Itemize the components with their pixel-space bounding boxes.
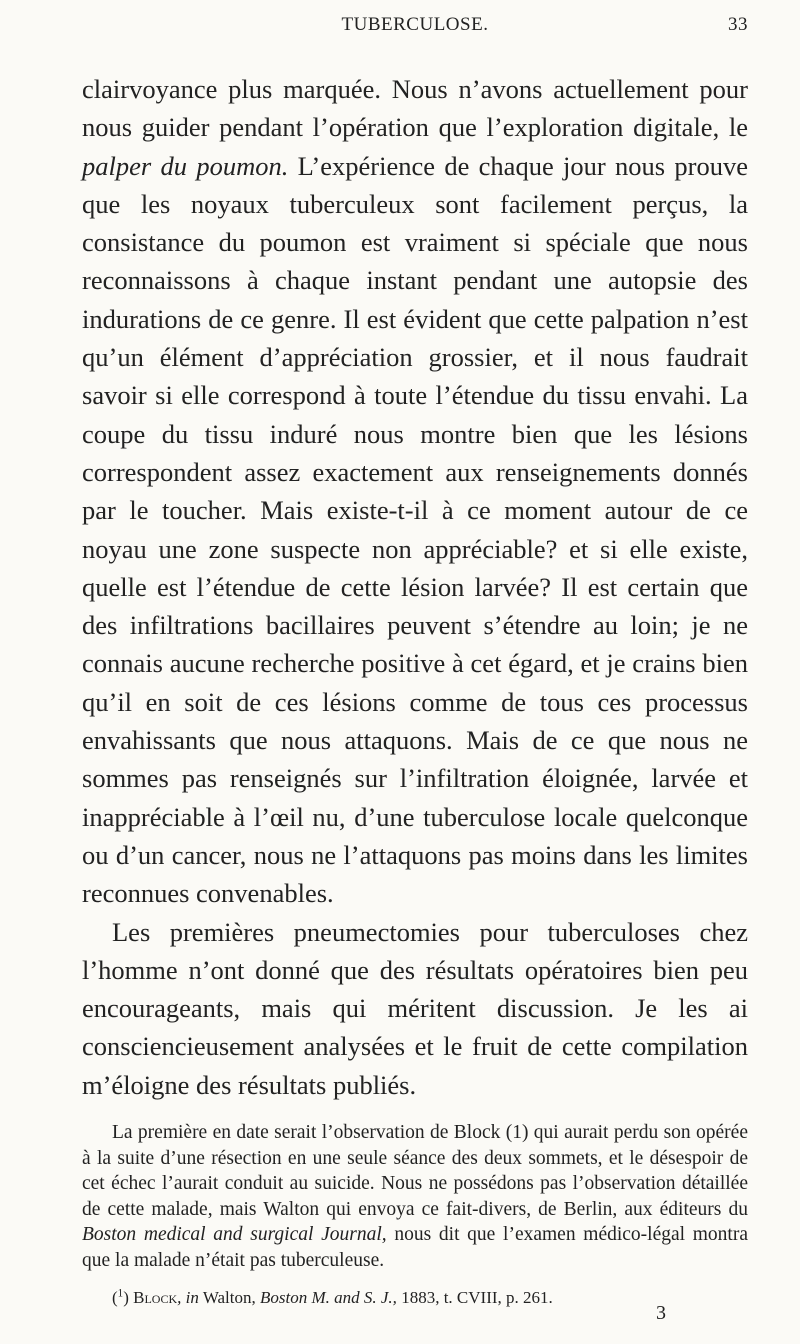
signature-mark: 3 [656, 1302, 666, 1324]
paragraph1-part1: clairvoyance plus marquée. Nous n’avons actuellement pour nous guider pendant l’opération que l’exploration digitale, le [82, 74, 748, 143]
small-paragraph-part3: nous dit que l’examen médico-légal montra que la malade n’était pas tuberculeuse. [82, 1224, 748, 1271]
document-page [82, 0, 748, 1309]
paragraph-continuation [82, 70, 748, 913]
footnote-mark: 1 [117, 1287, 124, 1300]
paragraph1-part2: L’expérience de chaque jour nous prouve que les noyaux tuberculeux sont facilement perçus, la consistance du poumon est vraiment si spéciale que nous reconnaissons à chaque instant pendant une autopsie des indurations de ce genre. Il est évident que cette palpation n’est qu’un élément d’appréciation grossier, et il nous faudrait savoir si elle correspond à toute l’étendue du tissu envahi. La coupe du tissu induré nous montre bien que les lésions correspondent assez exactement aux renseignements donnés par le toucher. Mais existe-t-il à ce moment autour de ce noyau une zone suspecte non appréciable? et si elle existe, quelle est l’étendue de cette lésion larvée? Il est certain que des infiltrations bacillaires peuvent s’étendre au loin; je ne connais aucune recherche positive à cet égard, et je crains bien qu’il en soit de ces lésions comme de tous ces processus envahissants que nous attaquons. Mais de ce que nous ne sommes pas renseignés sur l’infiltration éloignée, larvée et inappréciable à l’œil nu, d’une tuberculose locale quelconque ou d’un cancer, nous ne l’attaquons pas moins dans les limites reconnues convenables. [82, 150, 749, 909]
paragraph-pneumectomies: Les premières pneumectomies pour tuberculoses chez l’homme n’ont donné que des résultats opératoires bien peu encourageants, mais qui méritent discussion. Je les ai consciencieusement analysées et le fruit de cette compilation m’éloigne des résultats publiés. [82, 916, 748, 1100]
page-number: 33 [728, 14, 748, 35]
footnote-source-author: Walton, [198, 1288, 260, 1308]
footnote-in: , in [177, 1288, 199, 1308]
main-text [82, 70, 748, 1104]
footnote-journal: Boston M. and S. J., [260, 1288, 397, 1308]
running-title: TUBERCULOSE. [341, 14, 489, 35]
footnote-ref-mark: 1 [512, 1122, 522, 1144]
small-paragraph-part2: ) qui aurait perdu son opérée à la suite d’une résection en une seule séance des deux sommets, et le désespoir de cet échec l’aurait conduit au suicide. Nous ne possédons pas l’observation détaillée de cette malade, mais Walton qui envoya ce fait-divers, de Berlin, aux éditeurs du [82, 1122, 748, 1220]
small-print-paragraph [82, 1120, 748, 1273]
running-header [82, 0, 748, 52]
footnote-rest: 1883, t. CVIII, p. 261. [396, 1288, 553, 1308]
emphasis-palper: palper du poumon. [82, 150, 289, 181]
small-paragraph-part1: La première en date serait l’observation de Block ( [112, 1122, 513, 1144]
journal-title: Boston medical and surgical Journal, [82, 1224, 387, 1246]
footnote-author: Block [133, 1288, 178, 1308]
footnote: ($^1$) Block, in Walton, Boston M. and S. J., 1883, t. CVIII, p. 261. [112, 1287, 553, 1308]
